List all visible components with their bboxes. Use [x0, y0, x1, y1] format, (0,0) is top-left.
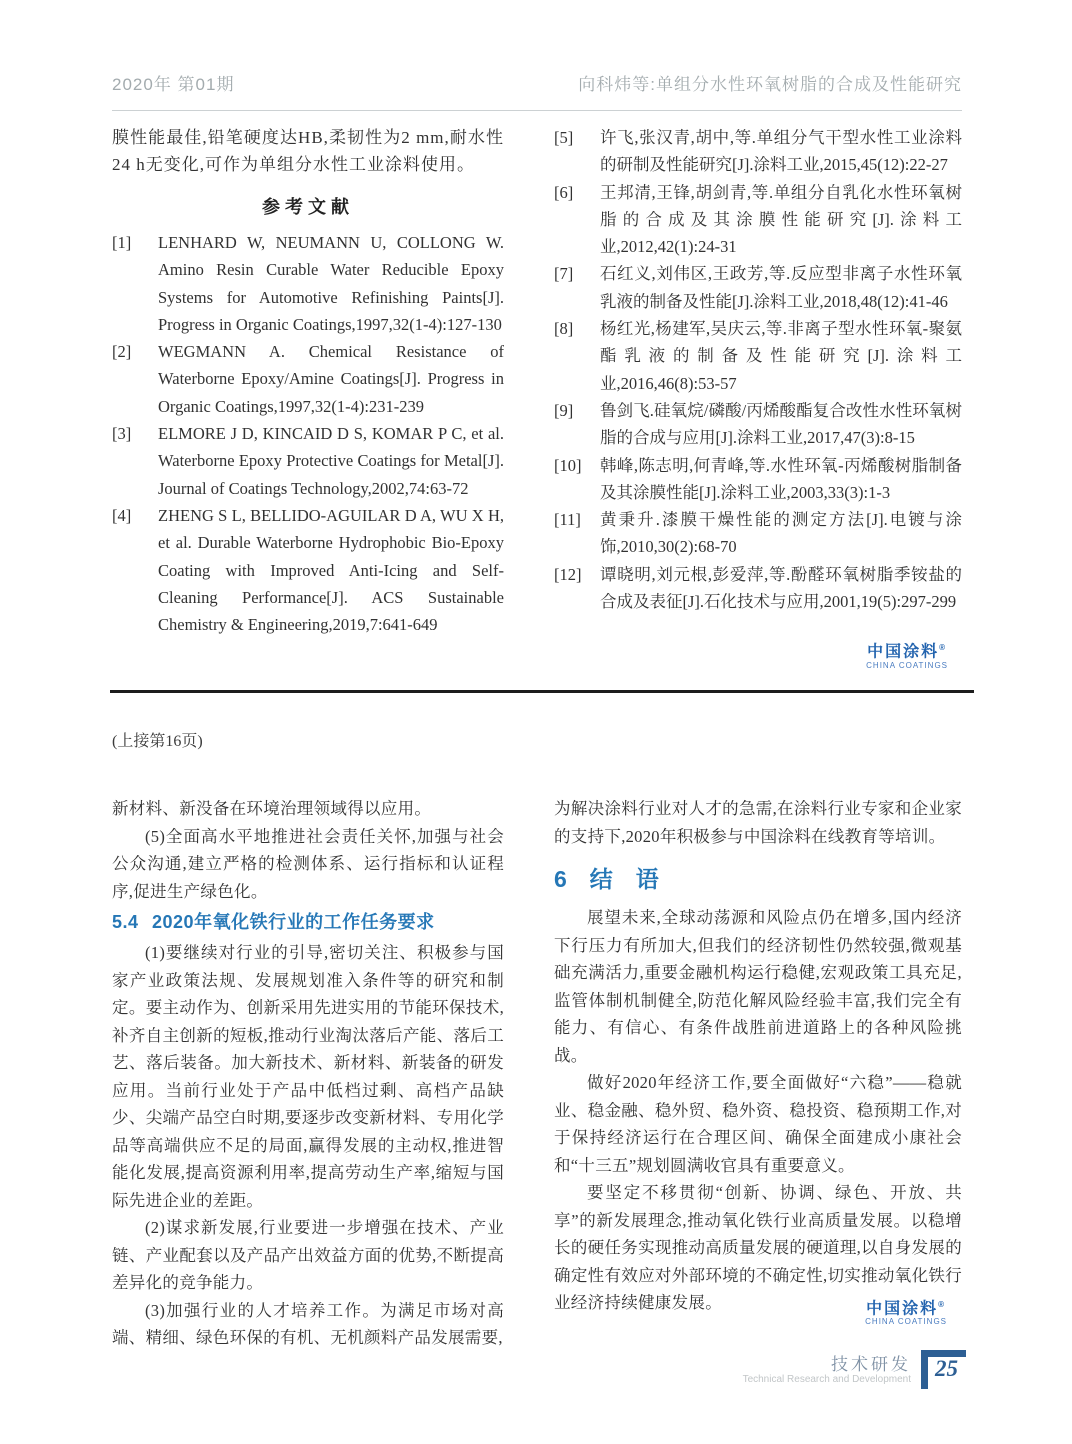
logo-text-en: CHINA COATINGS	[866, 660, 948, 670]
article-paragraph: (2)谋求新发展,行业要进一步增强在技术、产业链、产业配套以及产品产出效益方面的优势,不断提高差异化的竞争能力。	[112, 1218, 504, 1292]
bottom-right-column	[554, 795, 962, 1352]
header-running-title: 向科炜等:单组分水性环氧树脂的合成及性能研究	[578, 75, 962, 94]
footer-section-title-en: Technical Research and Development	[742, 1374, 911, 1385]
article-paragraph: (1)要继续对行业的引导,密切关注、积极参与国家产业政策法规、发展规划准入条件等的研究和制定。要主动作为、创新采用先进实用的节能环保技术,补齐自主创新的短板,推动行业淘汰落后产能、落后工艺、落后装备。加大新技术、新材料、新装备的研发应用。当前行业处于产品中低档过剩、高档产品缺少、尖端产品空白时期,要逐步改变新材料、专用化学品等高端供应不足的局面,赢得发展的主动权,推进智能化发展,提高资源利用率,提高劳动生产率,缩短与国际先进企业的差距。	[112, 943, 504, 1210]
reference-item	[554, 506, 962, 561]
reference-number: [6]	[554, 182, 574, 202]
reference-item	[112, 229, 504, 338]
article-paragraph: 要坚定不移贯彻“创新、协调、绿色、开放、共享”的新发展理念,推动氧化铁行业高质量发展。以稳增长的硬任务实现推动高质量发展的硬道理,以自身发展的确定性有效应对外部环境的不确定性,切实推动氧化铁行业经济持续健康发展。	[554, 1183, 962, 1312]
logo-text-en: CHINA COATINGS	[865, 1317, 947, 1327]
registered-mark: ®	[938, 1300, 947, 1309]
section-divider	[110, 690, 974, 693]
reference-text: 杨红光,杨建军,吴庆云,等.非离子型水性环氧-聚氨酯乳液的制备及性能研究[J].涂料工业,2016,46(8):53-57	[600, 319, 962, 393]
reference-item	[554, 452, 962, 507]
page-number-marker	[921, 1350, 966, 1389]
reference-item	[554, 397, 962, 452]
reference-item	[554, 179, 962, 261]
continued-article-section	[112, 795, 962, 1352]
reference-text: ELMORE J D, KINCAID D S, KOMAR P C, et al. Waterborne Epoxy Protective Coatings for Metal[J]. Journal of Coatings Technology,2002,74:63-72	[158, 424, 504, 498]
article-paragraph: 做好2020年经济工作,要全面做好“六稳”——稳就业、稳金融、稳外贸、稳外资、稳投资、稳预期工作,对于保持经济运行在合理区间、确保全面建成小康社会和“十三五”规划圆满收官具有重要意义。	[554, 1073, 962, 1175]
article-paragraph: (3)加强行业的人才培养工作。为满足市场对高端、精细、绿色环保的有机、无机颜料产品发展需要,	[112, 1300, 504, 1347]
reference-item	[554, 561, 962, 616]
reference-number: [9]	[554, 400, 574, 420]
reference-text: 鲁剑飞.硅氧烷/磷酸/丙烯酸酯复合改性水性环氧树脂的合成与应用[J].涂料工业,2017,47(3):8-15	[600, 400, 962, 448]
reference-number: [2]	[112, 342, 132, 362]
reference-number: [8]	[554, 319, 574, 339]
reference-number: [7]	[554, 264, 574, 284]
reference-text: 韩峰,陈志明,何青峰,等.水性环氧-丙烯酸树脂制备及其涂膜性能[J].涂料工业,2003,33(3):1-3	[600, 455, 962, 502]
bottom-left-column	[112, 795, 504, 1352]
article-paragraph: 6 结 语	[554, 866, 660, 892]
page-number: 25	[935, 1356, 958, 1381]
reference-item	[112, 338, 504, 420]
references-list-right	[554, 124, 962, 615]
reference-item	[554, 124, 962, 179]
page-footer	[743, 1350, 966, 1389]
footer-section-title-zh: 技术研发	[831, 1355, 911, 1374]
reference-text: 许飞,张汉青,胡中,等.单组分气干型水性工业涂料的研制及性能研究[J].涂料工业,2015,45(12):22-27	[600, 128, 962, 175]
article-paragraph: 新材料、新没备在环境治理领域得以应用。	[112, 799, 432, 818]
reference-number: [5]	[554, 128, 574, 147]
article-paragraph: 为解决涂料行业对人才的急需,在涂料行业专家和企业家的支持下,2020年积极参与中国涂料在线教育等培训。	[554, 799, 962, 846]
references-heading: 参考文献	[262, 197, 354, 217]
references-list-left	[112, 229, 504, 638]
reference-item	[112, 420, 504, 502]
china-coatings-logo	[865, 1296, 947, 1327]
continued-from-note: (上接第16页)	[112, 733, 203, 750]
reference-text: 石红义,刘伟区,王政芳,等.反应型非离子水性环氧乳液的制备及性能[J].涂料工业,2018,48(12):41-46	[600, 264, 962, 311]
references-left-column	[112, 124, 504, 671]
reference-number: [1]	[112, 233, 132, 252]
references-right-column	[554, 124, 962, 671]
reference-item	[554, 315, 962, 397]
china-coatings-logo	[866, 639, 948, 670]
reference-number: [12]	[554, 564, 582, 584]
logo-text-zh: 中国涂料	[867, 643, 940, 661]
reference-item	[112, 502, 504, 638]
article-paragraph: 展望未来,全球动荡源和风险点仍在增多,国内经济下行压力有所加大,但我们的经济韧性仍然较强,微观基础充满活力,重要金融机构运行稳健,宏观政策工具充足,监管体制机制健全,防范化解风险经验丰富,我们完全有能力、有信心、有条件战胜前进道路上的各种风险挑战。	[554, 908, 962, 1065]
article-paragraph: (5)全面高水平地推进社会责任关怀,加强与社会公众沟通,建立严格的检测体系、运行指标和认证程序,促进生产绿色化。	[112, 826, 504, 901]
reference-text: LENHARD W, NEUMANN U, COLLONG W. Amino Resin Curable Water Reducible Epoxy Systems for Automotive Refinishing Paints[J]. Progress in Organic Coatings,1997,32(1-4):127-130	[158, 233, 504, 334]
reference-item	[554, 260, 962, 315]
logo-text-zh: 中国涂料	[866, 1300, 939, 1318]
reference-number: [10]	[554, 455, 582, 475]
reference-text: 黄秉升.漆膜干燥性能的测定方法[J].电镀与涂饰,2010,30(2):68-70	[600, 510, 962, 557]
conclusion-intro-paragraph: 膜性能最佳,铅笔硬度达HB,柔韧性为2 mm,耐水性24 h无变化,可作为单组分水性工业涂料使用。	[112, 128, 504, 174]
registered-mark: ®	[939, 643, 948, 653]
article-paragraph: 5.4 2020年氧化铁行业的工作任务要求	[112, 912, 435, 932]
reference-number: [3]	[112, 424, 132, 444]
reference-number: [4]	[112, 505, 132, 525]
page-header	[112, 70, 962, 111]
reference-text: 王邦清,王锋,胡剑青,等.单组分自乳化水性环氧树脂的合成及其涂膜性能研究[J].涂料工业,2012,42(1):24-31	[600, 182, 962, 257]
reference-text: WEGMANN A. Chemical Resistance of Waterborne Epoxy/Amine Coatings[J]. Progress in Organic Coatings,1997,32(1-4):231-239	[158, 342, 504, 416]
header-issue: 2020年 第01期	[112, 75, 235, 94]
reference-number: [11]	[554, 510, 581, 530]
reference-text: ZHENG S L, BELLIDO-AGUILAR D A, WU X H, et al. Durable Waterborne Hydrophobic Bio-Epoxy Coating with Improved Anti-Icing and Self-Cleaning Performance[J]. ACS Sustainable Chemistry & Engineering,2019,7:641-649	[158, 505, 504, 635]
references-section	[112, 124, 962, 671]
reference-text: 谭晓明,刘元根,彭爱萍,等.酚醛环氧树脂季铵盐的合成及表征[J].石化技术与应用,2001,19(5):297-299	[600, 564, 962, 612]
